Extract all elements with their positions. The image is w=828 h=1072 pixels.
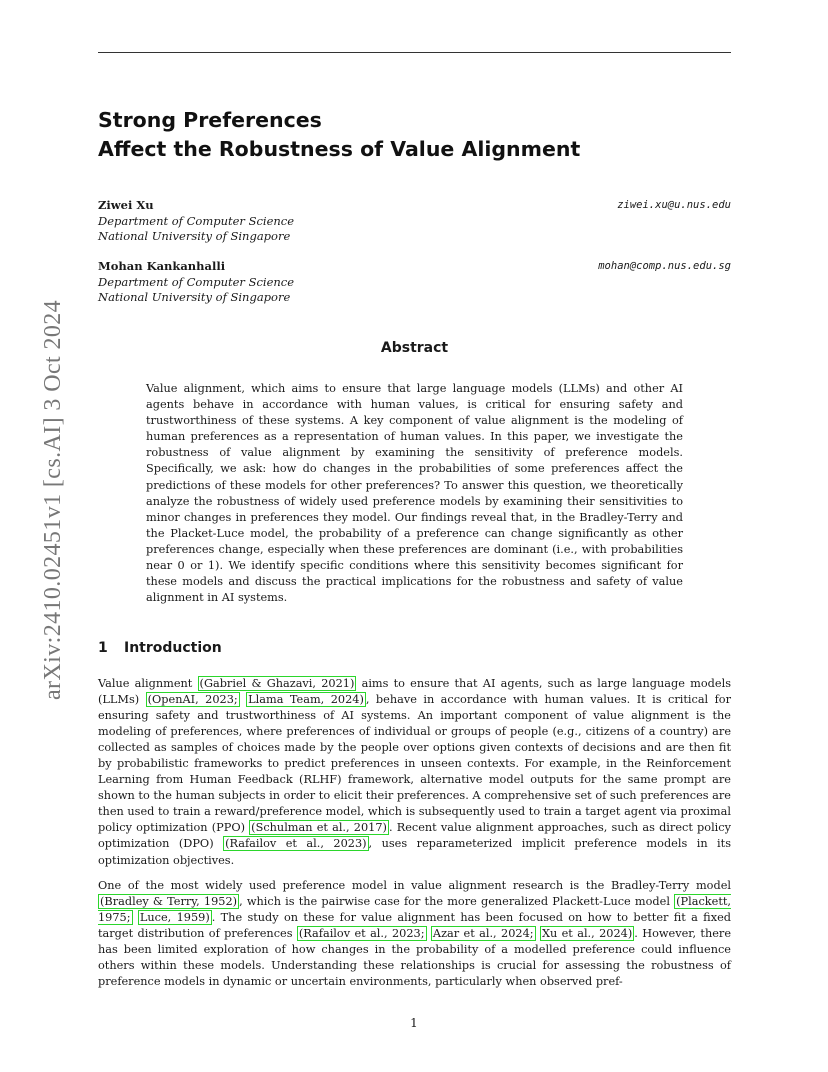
author-block-1 bbox=[98, 198, 731, 245]
section-title: Introduction bbox=[124, 640, 222, 656]
citation-link[interactable]: (OpenAI, 2023; bbox=[147, 693, 238, 707]
citation-link[interactable]: (Rafailov et al., 2023; bbox=[298, 927, 425, 941]
text-run: aims to ensure that AI agents, such as large language models (LLMs) bbox=[98, 677, 731, 707]
intro-paragraph-1 bbox=[98, 676, 731, 869]
citation-link[interactable]: Azar et al., 2024; bbox=[432, 927, 534, 941]
page-number: 1 bbox=[410, 1016, 418, 1030]
arxiv-identifier: arXiv:2410.02451v1 [cs.AI] 3 Oct 2024 bbox=[40, 299, 66, 700]
text-run: . The study on these for value alignment has been focused on how to better fit a fixed target distribution of preferences bbox=[98, 911, 731, 941]
section-number: 1 bbox=[98, 640, 108, 656]
citation-link[interactable]: Llama Team, 2024) bbox=[248, 693, 364, 707]
text-run: , uses reparameterized implicit preference models in its optimization objectives. bbox=[98, 837, 731, 867]
citation-link[interactable]: (Rafailov et al., 2023) bbox=[225, 837, 367, 851]
header-rule bbox=[98, 52, 731, 53]
citation-link[interactable]: Luce, 1959) bbox=[139, 911, 210, 925]
text-run: . However, there has been limited exploration of how changes in the probability of a modelled preference could influence others within these models. Understanding these relationships is crucial for assessing the robustness of preference models in dynamic or uncertain environments, particularly when observed pref- bbox=[98, 927, 732, 989]
author-university: National University of Singapore bbox=[98, 290, 291, 304]
paper-title bbox=[98, 106, 728, 164]
text-run: Value alignment bbox=[98, 677, 198, 690]
citation-link[interactable]: (Bradley & Terry, 1952) bbox=[100, 895, 238, 909]
section-heading-introduction bbox=[98, 640, 222, 656]
author-email[interactable]: ziwei.xu@u.nus.edu bbox=[617, 199, 731, 211]
author-department: Department of Computer Science bbox=[98, 274, 295, 289]
title-line-2: Affect the Robustness of Value Alignment bbox=[98, 137, 581, 161]
author-university: National University of Singapore bbox=[98, 229, 291, 243]
title-line-1: Strong Preferences bbox=[98, 108, 322, 132]
abstract-heading: Abstract bbox=[380, 340, 449, 356]
author-email[interactable]: mohan@comp.nus.edu.sg bbox=[598, 260, 731, 272]
text-run: , behave in accordance with human values. It is critical for ensuring safety and trustworthiness of AI systems. An important component of value alignment is the modeling of preferences, where preferences of individual or groups of people (e.g., citizens of a country) are collected as samples of choices made by the people over options given contexts of decisions and are then fit by probabilistic frameworks to predict preferences in unseen contexts. For example, in the Reinforcement Learning from Human Feedback (RLHF) framework, alternative model outputs for the same prompt are shown to the human subjects in order to elicit their preferences. A comprehensive set of such preferences are then used to train a reward/preference model, which is subsequently used to train a target agent via proximal policy optimization (PPO) bbox=[98, 693, 731, 835]
author-name: Mohan Kankanhalli bbox=[98, 259, 226, 273]
author-department: Department of Computer Science bbox=[98, 213, 295, 228]
citation-link[interactable]: (Plackett, 1975; bbox=[98, 895, 731, 925]
intro-paragraph-2 bbox=[98, 878, 731, 990]
text-run: , which is the pairwise case for the more generalized Plackett-Luce model bbox=[239, 895, 675, 909]
text-run: One of the most widely used preference model in value alignment research is the Bradley-Terry model bbox=[98, 879, 731, 892]
citation-link[interactable]: Xu et al., 2024) bbox=[541, 927, 633, 941]
citation-link[interactable]: (Schulman et al., 2017) bbox=[251, 821, 387, 835]
text-run: . Recent value alignment approaches, such as direct policy optimization (DPO) bbox=[98, 821, 732, 851]
citation-link[interactable]: (Gabriel & Ghazavi, 2021) bbox=[199, 677, 355, 690]
abstract-text: Value alignment, which aims to ensure that large language models (LLMs) and other AI agents behave in accordance with human values, is critical for ensuring safety and trustworthiness of these systems. A key component of value alignment is the modeling of human preferences as a representation of human values. In this paper, we investigate the robustness of value alignment by examining the sensitivity of preference models. Specifically, we ask: how do changes in the probabilities of some preferences affect the predictions of these models for other preferences? To answer this question, we theoretically analyze the robustness of widely used preference models by examining their sensitivities to minor changes in preferences they model. Our findings reveal that, in the Bradley-Terry and the Placket-Luce model, the probability of a preference can change significantly as other preferences change, especially when these preferences are dominant (i.e., with probabilities near 0 or 1). We identify specific conditions where this sensitivity becomes significant for these models and discuss the practical implications for the robustness and safety of value alignment in AI systems. bbox=[146, 382, 683, 605]
author-block-2 bbox=[98, 259, 731, 306]
author-name: Ziwei Xu bbox=[98, 198, 154, 212]
